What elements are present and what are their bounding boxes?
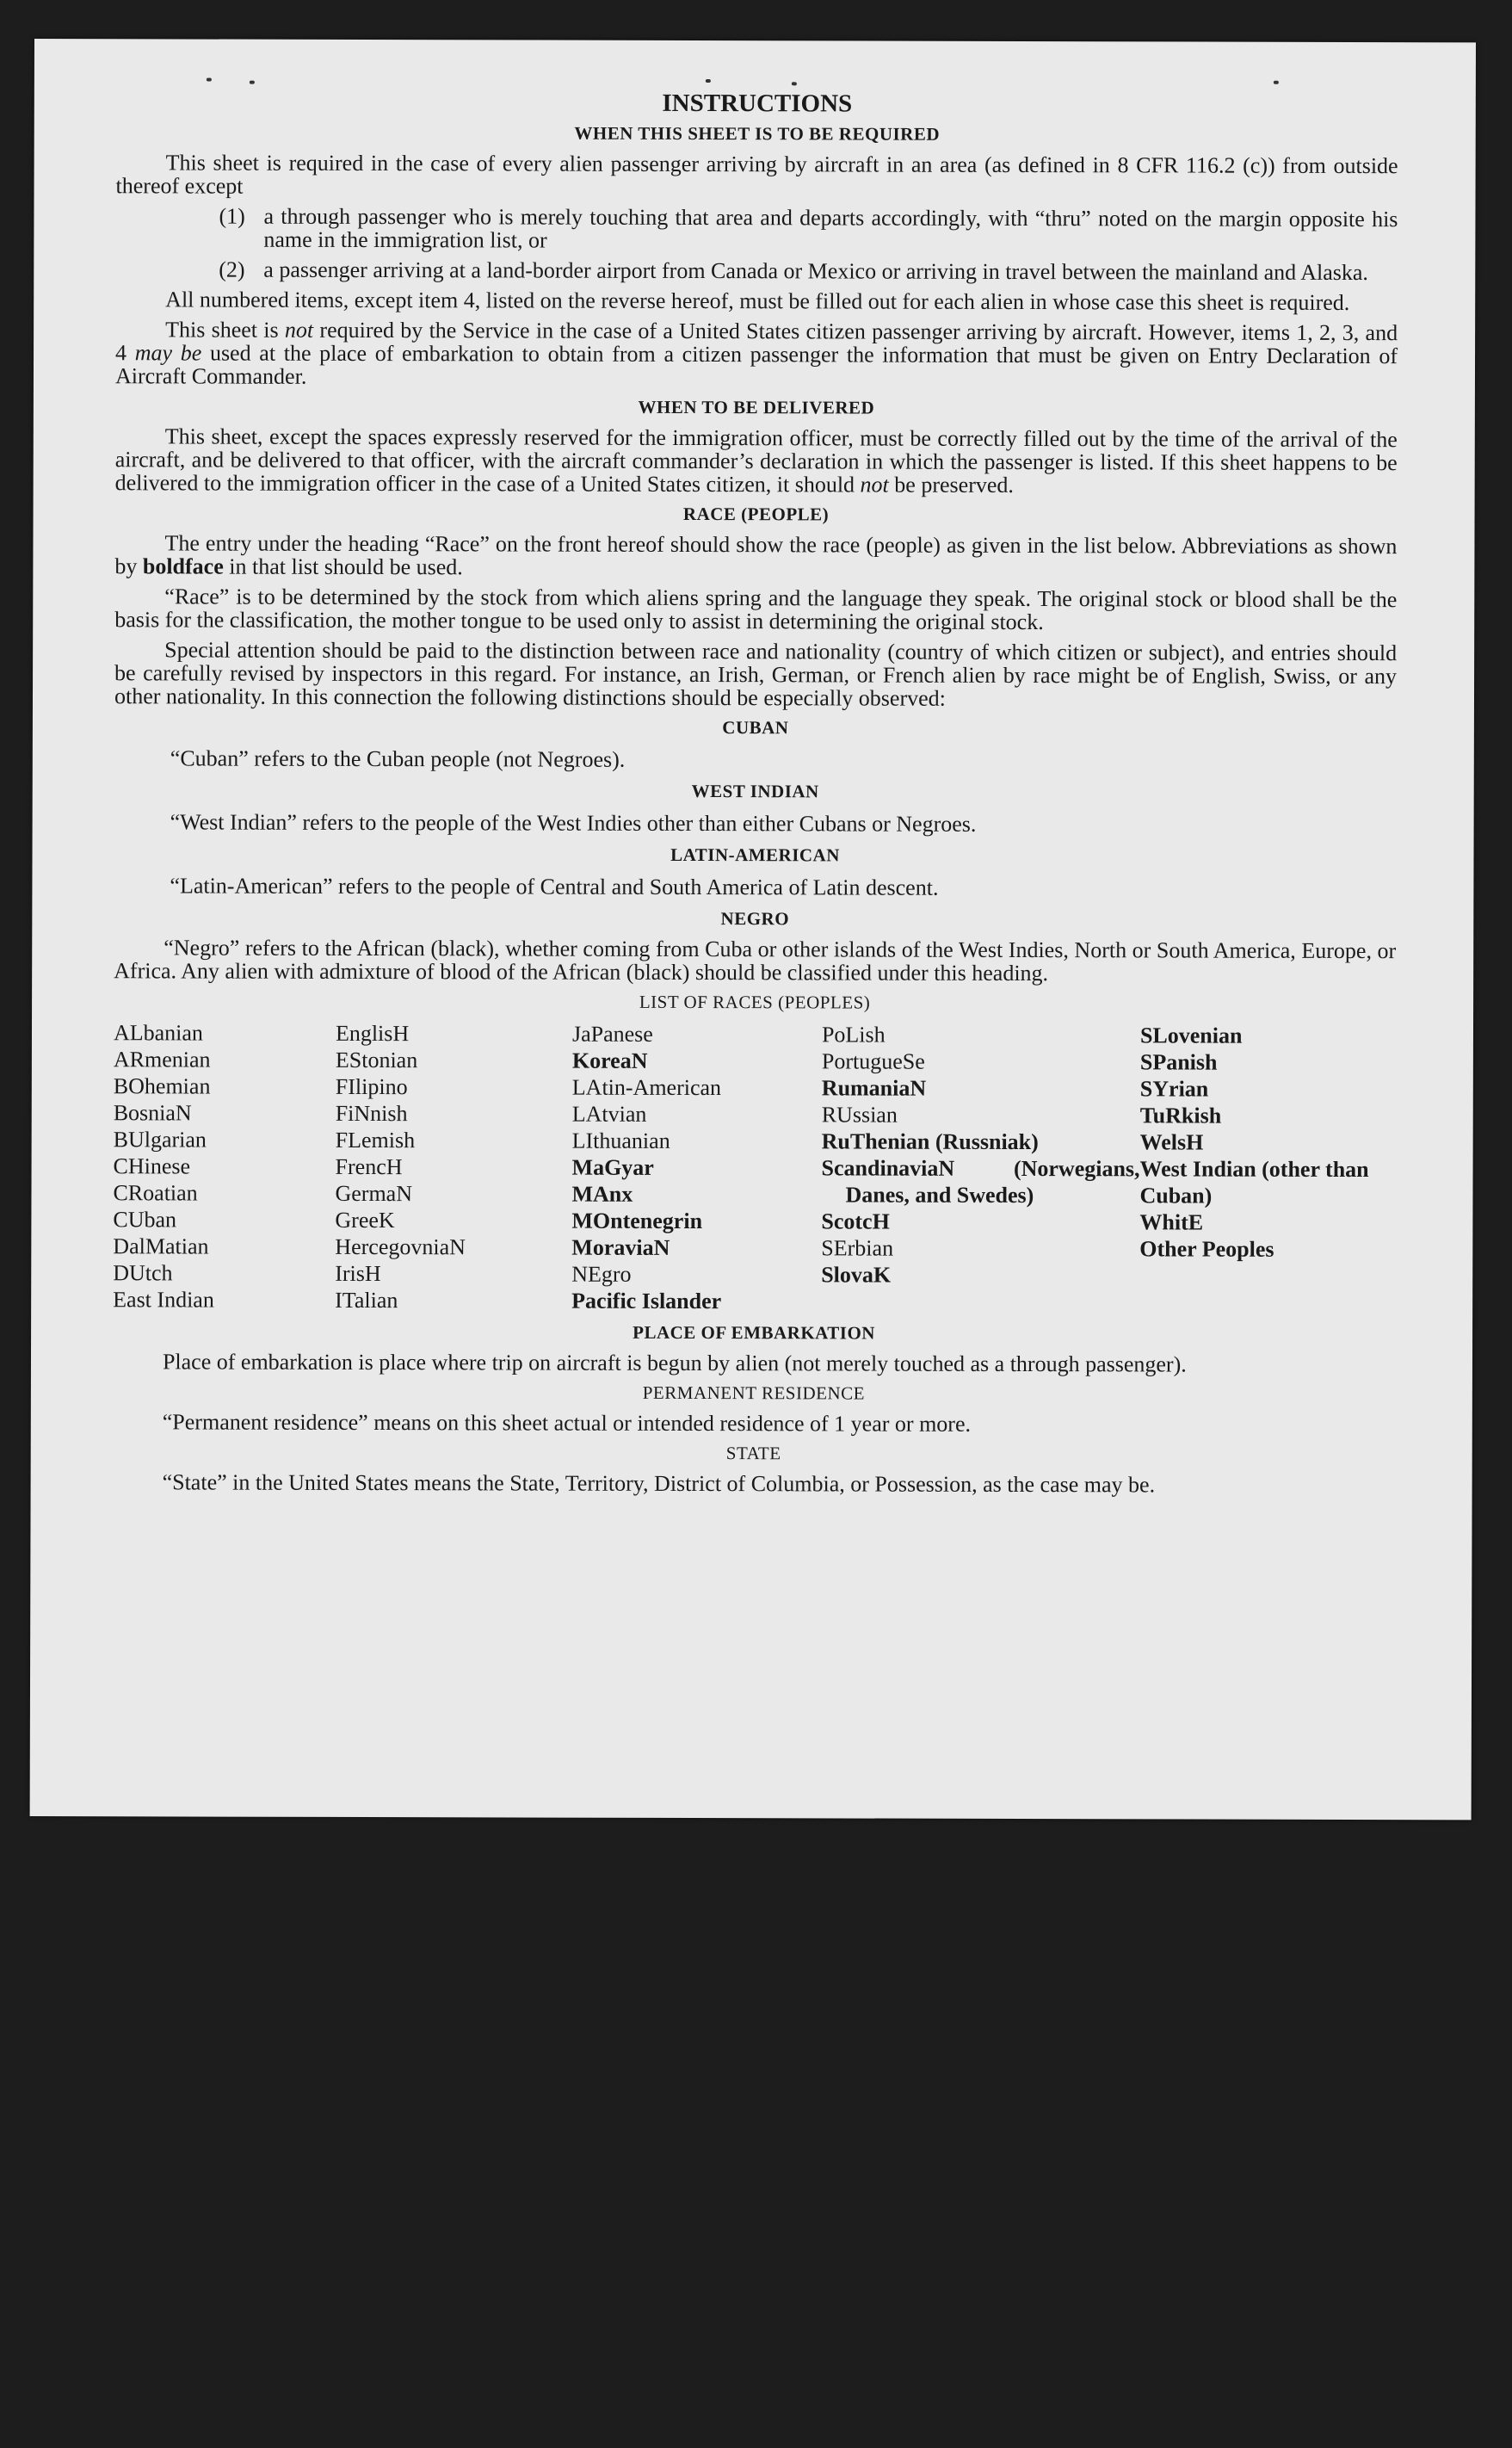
race-entry: SPanish <box>1139 1049 1218 1075</box>
paragraph <box>114 531 1397 581</box>
speck <box>792 82 797 85</box>
heading-latin-american: LATIN-AMERICAN <box>670 844 840 866</box>
race-entry: CRoatian <box>113 1180 198 1206</box>
item-number: (1) <box>219 203 245 229</box>
race-entry: DalMatian <box>113 1233 209 1259</box>
race-entry: JaPanese <box>571 1021 653 1047</box>
race-entry: CHinese <box>113 1153 191 1179</box>
emphasis: not <box>860 472 889 498</box>
race-entry: IrisH <box>335 1260 381 1287</box>
race-entry: RumaniaN <box>821 1075 927 1101</box>
item-text: a through passenger who is merely touching that area and departs accordingly, with “thru” noted on the margin opposite his name in the immigration list, or <box>263 203 1398 253</box>
race-entry: Pacific Islander <box>571 1288 722 1314</box>
list-item <box>115 204 1398 254</box>
race-entry: CUban <box>113 1207 177 1233</box>
race-entry: EStonian <box>335 1047 418 1073</box>
race-entry: SLovenian <box>1139 1023 1243 1048</box>
race-column <box>571 1021 822 1315</box>
paragraph: “Latin-American” refers to the people of Central and South America of Latin descent. <box>170 873 939 900</box>
race-entry: BUlgarian <box>113 1127 207 1153</box>
race-entry: RUssian <box>821 1102 898 1128</box>
speck <box>207 78 212 82</box>
race-entry: TuRkish <box>1139 1103 1222 1128</box>
emphasis: not <box>284 317 314 343</box>
heading-permanent-residence: PERMANENT RESIDENCE <box>642 1382 866 1404</box>
race-entry: RuThenian (Russniak) <box>821 1128 1039 1155</box>
race-entry: SErbian <box>821 1235 894 1261</box>
race-entry: East Indian <box>113 1287 214 1313</box>
paragraph: All numbered items, except item 4, listed on the reverse hereof, must be filled out for each alien in whose case this sheet is required. <box>165 287 1350 316</box>
text-run: be preserved. <box>888 472 1014 498</box>
bold-text: boldface <box>142 553 224 579</box>
race-entry: KoreaN <box>571 1048 648 1073</box>
race-entry: SYrian <box>1139 1076 1209 1102</box>
heading-list-of-races: LIST OF RACES (PEOPLES) <box>639 991 871 1013</box>
paragraph <box>115 424 1398 498</box>
race-column <box>1139 1022 1390 1316</box>
race-entry: PoLish <box>821 1022 886 1048</box>
race-entry: NEgro <box>571 1261 632 1287</box>
race-entry: LAtvian <box>571 1101 647 1127</box>
race-entry: LAtin-American <box>571 1074 722 1101</box>
item-number: (2) <box>219 257 245 282</box>
race-entry: ITalian <box>335 1287 398 1314</box>
race-entry: MaGyar <box>571 1154 654 1180</box>
race-entry: LIthuanian <box>571 1128 670 1153</box>
paragraph: “Cuban” refers to the Cuban people (not Negroes). <box>170 745 626 772</box>
race-column <box>335 1020 572 1314</box>
race-entry: ScotcH <box>821 1209 890 1234</box>
list-item <box>115 257 1398 284</box>
heading-cuban: CUBAN <box>722 717 789 739</box>
page-title: INSTRUCTIONS <box>662 89 853 118</box>
document-sheet <box>30 39 1476 1820</box>
race-entry: FiNnish <box>335 1100 408 1127</box>
paragraph: “Race” is to be determined by the stock from which aliens spring and the language they speak. The original stock or blood shall be the basis for the classification, the mother tongue to be used only to assist in determining the original stock. <box>114 584 1398 635</box>
race-column <box>113 1019 336 1314</box>
race-entry: BOhemian <box>113 1073 211 1099</box>
race-entry: HercegovniaN <box>335 1233 466 1260</box>
emphasis: may be <box>134 340 202 366</box>
race-entry: MAnx <box>571 1181 633 1207</box>
race-entry: EnglisH <box>335 1020 410 1047</box>
race-entry: MoraviaN <box>571 1234 670 1260</box>
heading-state: STATE <box>725 1443 781 1464</box>
heading-negro: NEGRO <box>720 908 790 930</box>
race-entry: ScandinaviaN (Norwegians, Danes, and Swedes) <box>821 1155 1140 1209</box>
paragraph: “Permanent residence” means on this sheet actual or intended residence of 1 year or more. <box>162 1409 972 1437</box>
item-text: a passenger arriving at a land-border airport from Canada or Mexico or arriving in travel between the mainland and Alaska. <box>263 257 1368 286</box>
heading-when-required: WHEN THIS SHEET IS TO BE REQUIRED <box>574 122 941 145</box>
race-entry: GermaN <box>335 1180 413 1207</box>
race-column <box>821 1021 1140 1315</box>
race-entry: SlovaK <box>821 1262 892 1288</box>
speck <box>1274 81 1279 84</box>
paragraph: “Negro” refers to the African (black), whether coming from Cuba or other islands of the West Indies, North or South America, Europe, or Africa. Any alien with admixture of blood of the African (black) should be classified under this heading. <box>114 935 1397 986</box>
speck <box>706 79 711 83</box>
paragraph: Special attention should be paid to the distinction between race and nationality (country of which citizen or subject), and entries should be carefully revised by inspectors in this regard. For instance, an Irish, German, or French alien by race might be of English, Swiss, or any other nationality. In this connection the following distinctions should be especially observed: <box>114 637 1398 711</box>
instructions-text <box>113 90 1398 1504</box>
paragraph <box>115 318 1398 391</box>
text-run: used at the place of embarkation to obtain from a citizen passenger the information that must be given on Entry Declaration of Aircraft Commander. <box>114 340 1398 389</box>
race-entry: FrencH <box>335 1153 403 1180</box>
race-entry: West Indian (other than Cuban) <box>1139 1156 1369 1209</box>
race-entry: WelsH <box>1139 1129 1204 1155</box>
race-entry: BosniaN <box>113 1100 192 1126</box>
paragraph: This sheet is required in the case of every alien passenger arriving by aircraft in an area (as defined in 8 CFR 116.2 (c)) from outside thereof except <box>115 150 1398 199</box>
race-entry: FLemish <box>335 1127 416 1153</box>
paragraph: “West Indian” refers to the people of the West Indies other than either Cubans or Negroes. <box>170 809 977 837</box>
race-entry: GreeK <box>335 1207 395 1233</box>
text-run: This sheet is <box>165 317 285 343</box>
text-run: This sheet, except the spaces expressly reserved for the immigration officer, must be correctly filled out by the time of the arrival of the aircraft, and be delivered to that officer, with the aircraft commander’s declaration in which the passenger is listed. If this sheet happens to be delivered to the immigration officer in the case of a United States citizen, it should <box>114 423 1398 498</box>
heading-embarkation: PLACE OF EMBARKATION <box>633 1321 876 1344</box>
text-run: required by the Service in the case of a United States citizen passenger arriving by aircraft. However, items 1, 2, 3, and 4 <box>115 317 1398 366</box>
heading-when-delivered: WHEN TO BE DELIVERED <box>638 396 875 418</box>
race-entry: ALbanian <box>113 1020 203 1046</box>
race-entry: DUtch <box>113 1260 173 1286</box>
speck <box>250 81 255 84</box>
race-entry: MOntenegrin <box>571 1208 703 1234</box>
race-entry: WhitE <box>1139 1209 1204 1235</box>
heading-race: RACE (PEOPLE) <box>682 503 830 525</box>
race-entry: PortugueSe <box>821 1048 925 1074</box>
heading-west-indian: WEST INDIAN <box>691 781 819 802</box>
paragraph: Place of embarkation is place where trip on aircraft is begun by alien (not merely touched as a through passenger). <box>162 1349 1187 1377</box>
race-entry: FIlipino <box>335 1073 408 1100</box>
text-run: in that list should be used. <box>223 553 463 580</box>
race-entry: Other Peoples <box>1139 1236 1274 1262</box>
text-run: The entry under the heading “Race” on the front hereof should show the race (people) as given in the list below. Abbreviations as shown by <box>114 530 1398 579</box>
race-list <box>113 1019 1396 1316</box>
race-entry: ARmenian <box>113 1047 211 1073</box>
paragraph: “State” in the United States means the State, Territory, District of Columbia, or Possession, as the case may be. <box>162 1469 1156 1498</box>
